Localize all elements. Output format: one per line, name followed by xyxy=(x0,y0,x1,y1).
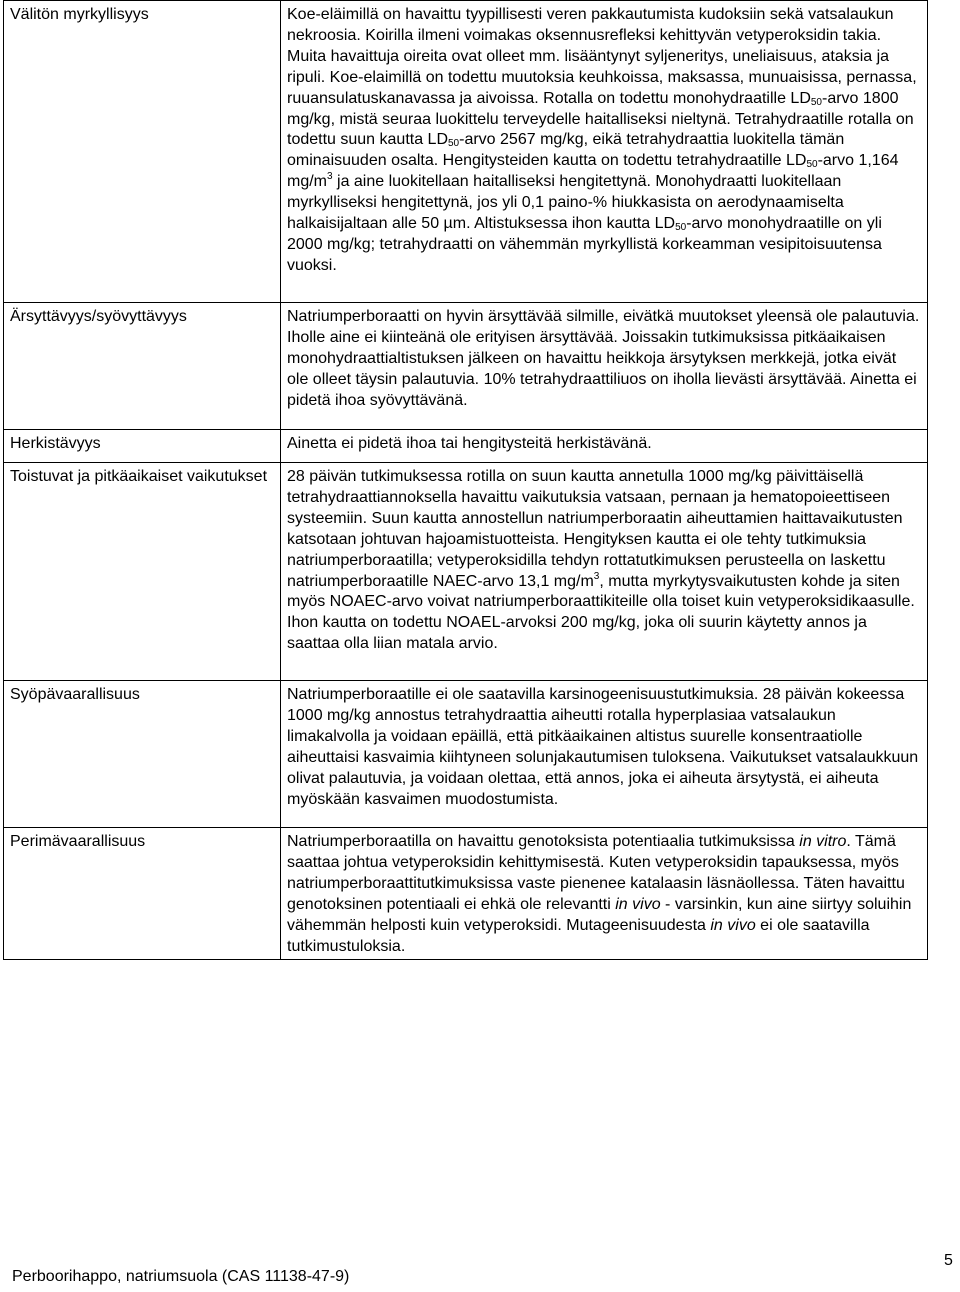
text-segment: -arvo 2567 mg/kg, eikä tetrahydraattia luokitella tämän ominaisuuden osalta. Hengitysteiden kautta on todettu tetrahydraatille LD xyxy=(287,131,845,170)
table-row xyxy=(4,463,928,681)
text-segment: . Tämä saattaa johtua vetyperoksidin kehittymisestä. Kuten vetyperoksidin tapauksessa, myös natriumperboraattitutkimuksissa vaste pienenee katalaasin läsnäollessa. Täten havaittu genotoksinen potentiaali ei ehkä ole relevantti xyxy=(287,833,905,913)
subscript: 50 xyxy=(810,96,822,108)
text-segment: Natriumperboraatilla on havaittu genotoksista potentiaalia tutkimuksissa xyxy=(287,833,800,850)
subscript: 50 xyxy=(806,159,818,171)
subscript: 50 xyxy=(675,222,687,234)
table-row xyxy=(4,1,928,303)
text-segment: 28 päivän tutkimuksessa rotilla on suun kautta annetulla 1000 mg/kg päivittäisellä tetrahydraattiannoksella havaittu vaikutuksia vatsaan, pernaan ja hematopoieettiseen systeemiin. Suun kautta annostellun natriumperboraatin aiheuttamien haittavaikutusten katsotaan johtuvan hajoamistuotteista. Hengityksen kautta ei ole tehty tutkimuksia natriumperboraatilla; vetyperoksidilla tehdyn rottatutkimuksen perusteella on laskettu natriumperboraatille NAEC-arvo 13,1 mg/m xyxy=(287,468,903,590)
text-segment: -arvo 1,164 mg/m xyxy=(287,152,899,191)
italic-text: in vivo xyxy=(615,895,661,913)
superscript: 3 xyxy=(327,171,333,183)
footer-title: Perboorihappo, natriumsuola (CAS 11138-47-9) xyxy=(12,1268,350,1285)
text-segment: , mutta myrkytysvaikutusten kohde ja siten myös NOAEC-arvo voivat natriumperboraattikiteille olla toiset kuin vetyperoksidikaasulle. Ihon kautta on todettu NOAEL-arvoksi 200 mg/kg, joka oli suurin käytetty annos ja saattaa olla liian matala arvio. xyxy=(287,572,915,653)
row-label-repeated-dose: Toistuvat ja pitkäaikaiset vaikutukset xyxy=(4,463,281,681)
row-text-mutagenicity xyxy=(281,828,928,960)
row-label-sensitisation: Herkistävyys xyxy=(4,430,281,463)
table-row xyxy=(4,828,928,960)
table-row xyxy=(4,681,928,828)
row-label-mutagenicity: Perimävaarallisuus xyxy=(4,828,281,960)
row-label-carcinogenicity: Syöpävaarallisuus xyxy=(4,681,281,828)
text-segment: -arvo 1800 mg/kg, mistä seuraa luokittelu terveydelle haitalliseksi nieltynä. Tetrahydraatille rotalla on todettu suun kautta LD xyxy=(287,89,914,149)
text-segment: - varsinkin, kun aine siirtyy soluihin vähemmän helposti kuin vetyperoksidi. Mutageenisuudesta xyxy=(287,895,912,934)
italic-text: in vitro xyxy=(799,833,847,850)
text-segment: ja aine luokitellaan haitalliseksi hengitettynä. Monohydraatti luokitellaan myrkylliseksi hengitettynä, jos yli 0,1 paino-% hiukkasista on aerodynaamiselta halkaisijaltaan alle 50 µm. Altistuksessa ihon kautta LD xyxy=(287,173,844,233)
row-text-sensitisation xyxy=(281,430,928,463)
text-segment: Natriumperboraatille ei ole saatavilla karsinogeenisuustutkimuksia. 28 päivän kokeessa 1000 mg/kg annostus tetrahydraattia aiheutti rotalla hyperplasiaa vatsalaukun limakalvolla ja voidaan epäillä, että pitkäaikainen altistus suurelle konsentraatiolle aiheuttaisi kasvaimia kiihtyneen solunjakautumisen tuloksena. Vaikutukset vatsalaukkuun olivat palautuvia, ja voidaan olettaa, että annos, joka ei aiheuta ärsytystä, ei aiheuta myöskään kasvaimen muodostumista. xyxy=(287,686,919,808)
italic-text: in vivo xyxy=(710,916,756,934)
superscript: 3 xyxy=(593,570,600,582)
page-number: 5 xyxy=(944,1252,953,1269)
text-segment: Natriumperboraatti on hyvin ärsyttävää silmille, eivätkä muutokset yleensä ole palautuvia. Iholle aine ei kiinteänä ole erityisen ärsyttävää. Joissakin tutkimuksissa pitkäaikaisen monohydraattialtistuksen jälkeen on havaittu heikkoja ärsytyksen merkkejä, jotka eivät ole olleet täysin palautuvia. 10% tetrahydraattiliuos on iholla lievästi ärsyttävää. Ainetta ei pidetä ihoa syövyttävänä. xyxy=(287,308,920,409)
table-row xyxy=(4,303,928,430)
text-segment: ei ole saatavilla tutkimustuloksia. xyxy=(287,916,870,955)
row-text-repeated-dose xyxy=(281,463,928,681)
toxicology-table xyxy=(3,0,928,960)
text-segment: Koe-eläimillä on havaittu tyypillisesti veren pakkautumista kudoksiin sekä vatsalaukun nekroosia. Koirilla ilmeni voimakas oksennusrefleksi kehittyvän vetyperoksidin takia. Muita havaittuja oireita ovat olleet mm. lisääntynyt syljeneritys, uneliaisuus, ataksia ja ripuli. Koe-elaimillä on todettu muutoksia keuhkoissa, maksassa, munuaisissa, pernassa, ruuansulatuskanavassa ja aivoissa. Rotalla on todettu monohydraatille LD xyxy=(287,6,917,107)
text-segment: Ainetta ei pidetä ihoa tai hengitysteitä herkistävänä. xyxy=(287,435,652,452)
subscript: 50 xyxy=(448,138,460,150)
row-label-irritation: Ärsyttävyys/syövyttävyys xyxy=(4,303,281,430)
row-text-acute-toxicity xyxy=(281,1,928,303)
table-row xyxy=(4,430,928,463)
text-segment: -arvo monohydraatille on yli 2000 mg/kg; tetrahydraatti on vähemmän myrkyllistä korkeamman vesipitoisuutensa vuoksi. xyxy=(287,215,882,274)
row-text-irritation xyxy=(281,303,928,430)
row-label-acute-toxicity: Välitön myrkyllisyys xyxy=(4,1,281,303)
row-text-carcinogenicity xyxy=(281,681,928,828)
